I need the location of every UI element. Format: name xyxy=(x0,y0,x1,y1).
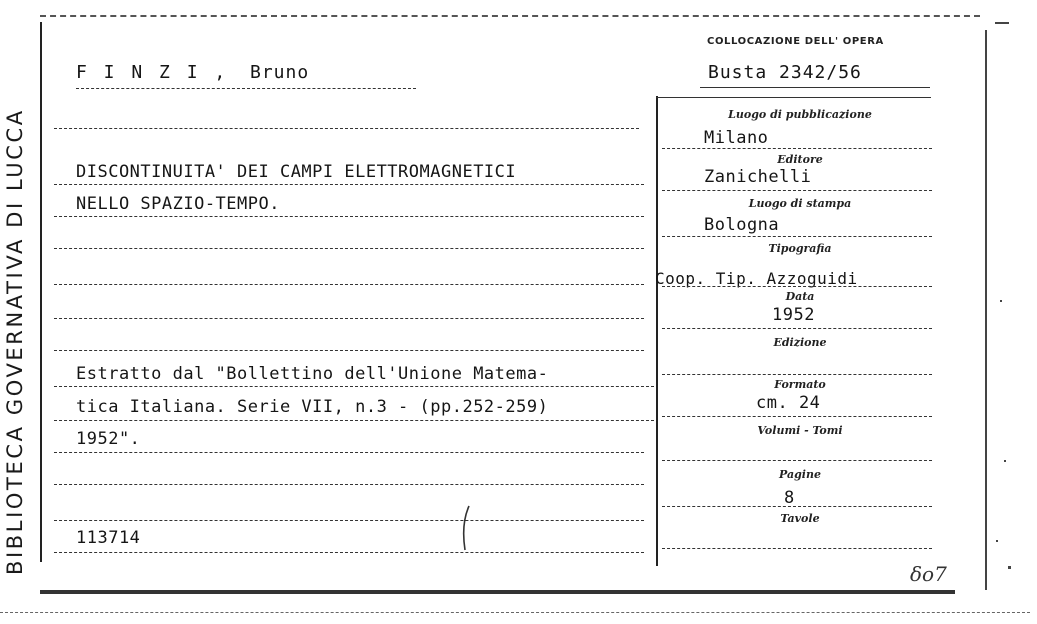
rule-1 xyxy=(54,128,639,129)
collocazione-label: COLLOCAZIONE DELL' OPERA xyxy=(707,36,884,47)
author-surname: F I N Z I , xyxy=(76,62,229,83)
scan-speck xyxy=(996,540,998,542)
title-line-2: NELLO SPAZIO-TEMPO. xyxy=(76,194,280,214)
title-line-1: DISCONTINUITA' DEI CAMPI ELETTROMAGNETICI xyxy=(76,162,517,182)
tipografia-value: Coop. Tip. Azzoguidi xyxy=(655,269,858,288)
luogo-stampa-value: Bologna xyxy=(704,215,780,235)
left-margin-line xyxy=(40,22,42,562)
editore-label: Editore xyxy=(777,153,823,166)
right-panel-divider xyxy=(656,96,658,566)
rule-2 xyxy=(54,184,644,185)
shelfmark-value: Busta 2342/56 xyxy=(708,62,862,83)
rpanel-rule-2 xyxy=(662,190,932,191)
pagine-value: 8 xyxy=(784,488,795,508)
rule-13 xyxy=(54,552,644,553)
rule-8 xyxy=(54,386,654,387)
author-name: Bruno xyxy=(250,62,310,83)
tipografia-label: Tipografia xyxy=(768,242,832,255)
luogo-pubblicazione-value: Milano xyxy=(704,128,769,148)
tavole-label: Tavole xyxy=(780,512,820,525)
right-edge-line xyxy=(985,30,987,590)
scan-speck xyxy=(1000,300,1002,302)
note-line-1: Estratto dal "Bollettino dell'Unione Matema- xyxy=(76,364,549,384)
rule-12 xyxy=(54,520,644,521)
luogo-stampa-label: Luogo di stampa xyxy=(748,197,852,210)
rpanel-rule-7 xyxy=(662,416,932,417)
rpanel-rule-5 xyxy=(662,328,932,329)
shelfmark-underline xyxy=(700,87,930,88)
rpanel-rule-9 xyxy=(662,506,932,507)
rpanel-rule-10 xyxy=(662,548,932,549)
rule-11 xyxy=(54,484,644,485)
footer-edge-line xyxy=(0,612,1030,613)
rule-10 xyxy=(54,452,644,453)
right-panel-top-line xyxy=(656,97,931,98)
bottom-edge-line xyxy=(40,590,955,594)
inventory-number: 113714 xyxy=(76,528,141,548)
handwritten-mark: δο7 xyxy=(910,562,947,586)
top-edge-line xyxy=(40,15,980,17)
author-underline xyxy=(76,88,416,89)
pencil-stroke xyxy=(455,504,475,554)
formato-value: cm. 24 xyxy=(756,393,821,413)
rpanel-rule-1 xyxy=(662,148,932,149)
rpanel-rule-4 xyxy=(662,286,932,287)
rpanel-rule-8 xyxy=(662,460,932,461)
edizione-label: Edizione xyxy=(773,336,827,349)
library-stamp: BIBLIOTECA GOVERNATIVA DI LUCCA xyxy=(3,108,27,575)
rpanel-rule-3 xyxy=(662,236,932,237)
editore-value: Zanichelli xyxy=(704,167,812,187)
data-label: Data xyxy=(785,290,815,303)
note-line-3: 1952". xyxy=(76,429,141,449)
scan-speck xyxy=(995,22,1009,24)
rule-9 xyxy=(54,420,654,421)
formato-label: Formato xyxy=(774,378,826,391)
pagine-label: Pagine xyxy=(779,468,821,481)
note-line-2: tica Italiana. Serie VII, n.3 - (pp.252-259) xyxy=(76,397,549,417)
rule-5 xyxy=(54,284,644,285)
data-value: 1952 xyxy=(772,305,815,325)
rule-6 xyxy=(54,318,644,319)
rule-3 xyxy=(54,216,644,217)
scan-speck xyxy=(1004,460,1006,462)
volumi-tomi-label: Volumi - Tomi xyxy=(757,424,843,437)
luogo-pubblicazione-label: Luogo di pubblicazione xyxy=(728,108,872,121)
rule-7 xyxy=(54,350,644,351)
rpanel-rule-6 xyxy=(662,374,932,375)
scan-speck xyxy=(1008,566,1011,569)
rule-4 xyxy=(54,248,644,249)
